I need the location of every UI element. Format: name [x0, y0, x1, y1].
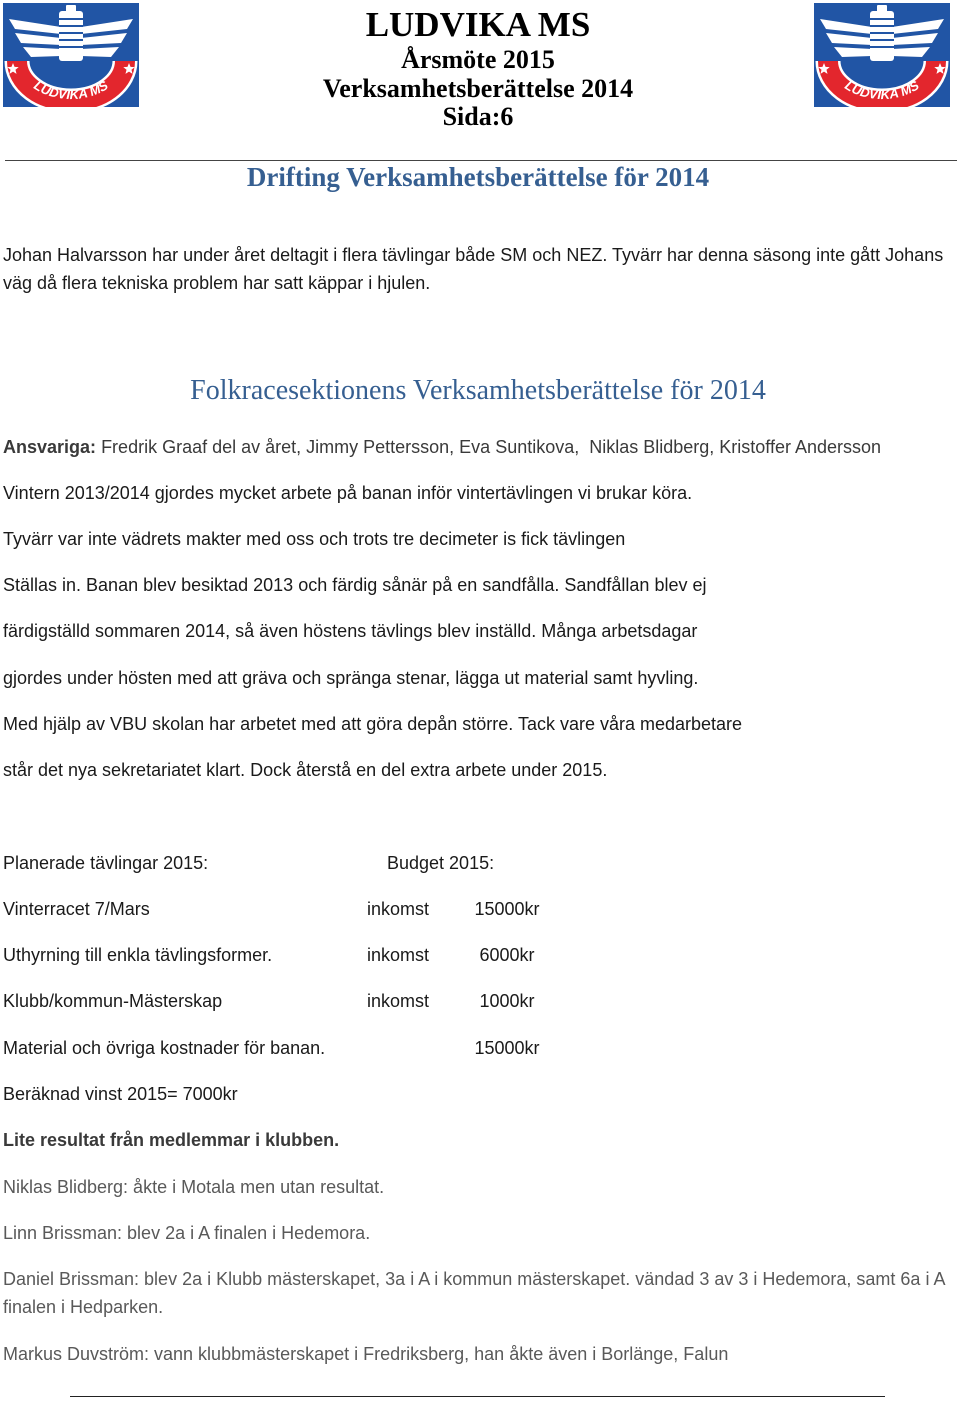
- folkrace-heading: Folkracesektionens Verksamhetsberättelse för 2014: [190, 375, 766, 406]
- folkrace-text-line: gjordes under hösten med att gräva och spränga stenar, lägga ut material samt hyvling.: [3, 668, 699, 688]
- drifting-text-line: Johan Halvarsson har under året deltagit i flera tävlingar både SM och NEZ. Tyvärr har denna säsong inte gått Johans: [3, 245, 944, 265]
- result-line: finalen i Hedparken.: [3, 1297, 164, 1317]
- result-line: Daniel Brissman: blev 2a i Klubb mästerskapet, 3a i A i kommun mästerskapet. vändad 3 av 3 i Hedemora, samt 6a i A: [3, 1269, 946, 1289]
- budget-row-amount: 15000kr: [474, 1038, 540, 1058]
- meeting-title: Årsmöte 2015: [401, 45, 555, 74]
- budget-row-item: Vinterracet 7/Mars: [3, 899, 150, 919]
- report-title: Verksamhetsberättelse 2014: [322, 74, 634, 103]
- budget-row-type: inkomst: [367, 899, 430, 919]
- folkrace-text-line: Tyvärr var inte vädrets makter med oss och trots tre decimeter is fick tävlingen: [3, 529, 626, 549]
- logo-text-path: LUDVIKA MS: [842, 77, 922, 103]
- result-line: Niklas Blidberg: åkte i Motala men utan resultat.: [3, 1177, 385, 1197]
- drifting-heading: Drifting Verksamhetsberättelse för 2014: [246, 162, 710, 192]
- drifting-text-line: väg då flera tekniska problem har satt käppar i hjulen.: [3, 273, 431, 293]
- responsible-line: [3, 433, 881, 461]
- folkrace-text-line: Med hjälp av VBU skolan har arbetet med att göra depån större. Tack vare våra medarbetare: [3, 714, 743, 734]
- result-line: Linn Brissman: blev 2a i A finalen i Hedemora.: [3, 1223, 371, 1243]
- budget-row-item: Uthyrning till enkla tävlingsformer.: [3, 945, 273, 965]
- budget-row-item: Klubb/kommun-Mästerskap: [3, 991, 223, 1011]
- responsible-label: Ansvariga:: [3, 437, 97, 457]
- club-title: LUDVIKA MS: [365, 5, 591, 44]
- estimated-profit: Beräknad vinst 2015= 7000kr: [3, 1084, 238, 1104]
- planned-competitions-label: Planerade tävlingar 2015:: [3, 853, 209, 873]
- responsible-names: Fredrik Graaf del av året, Jimmy Pettersson, Eva Suntikova, Niklas Blidberg, Kristoffer Andersson: [101, 437, 882, 457]
- footer-rule: [70, 1396, 885, 1397]
- folkrace-text-line: Vintern 2013/2014 gjordes mycket arbete på banan inför vintertävlingen vi brukar köra.: [3, 483, 693, 503]
- budget-row-type: inkomst: [367, 991, 430, 1011]
- folkrace-text-line: färdigställd sommaren 2014, så även höstens tävlings blev inställd. Många arbetsdagar: [3, 621, 698, 641]
- budget-row-amount: 6000kr: [479, 945, 535, 965]
- folkrace-text-line: står det nya sekretariatet klart. Dock återstå en del extra arbete under 2015.: [3, 760, 608, 780]
- budget-row-type: inkomst: [367, 945, 430, 965]
- result-line: Markus Duvström: vann klubbmästerskapet i Fredriksberg, han åkte även i Borlänge, Falun: [3, 1344, 729, 1364]
- budget-row-item: Material och övriga kostnader för banan.: [3, 1038, 326, 1058]
- budget-row-amount: 15000kr: [474, 899, 540, 919]
- budget-row-amount: 1000kr: [479, 991, 535, 1011]
- page-number: Sida:6: [442, 102, 514, 131]
- folkrace-text-line: Ställas in. Banan blev besiktad 2013 och färdig sånär på en sandfålla. Sandfållan blev ej: [3, 575, 707, 595]
- budget-label: Budget 2015:: [387, 853, 495, 873]
- logo-text-path: LUDVIKA MS: [31, 77, 111, 103]
- results-heading: Lite resultat från medlemmar i klubben.: [3, 1130, 340, 1150]
